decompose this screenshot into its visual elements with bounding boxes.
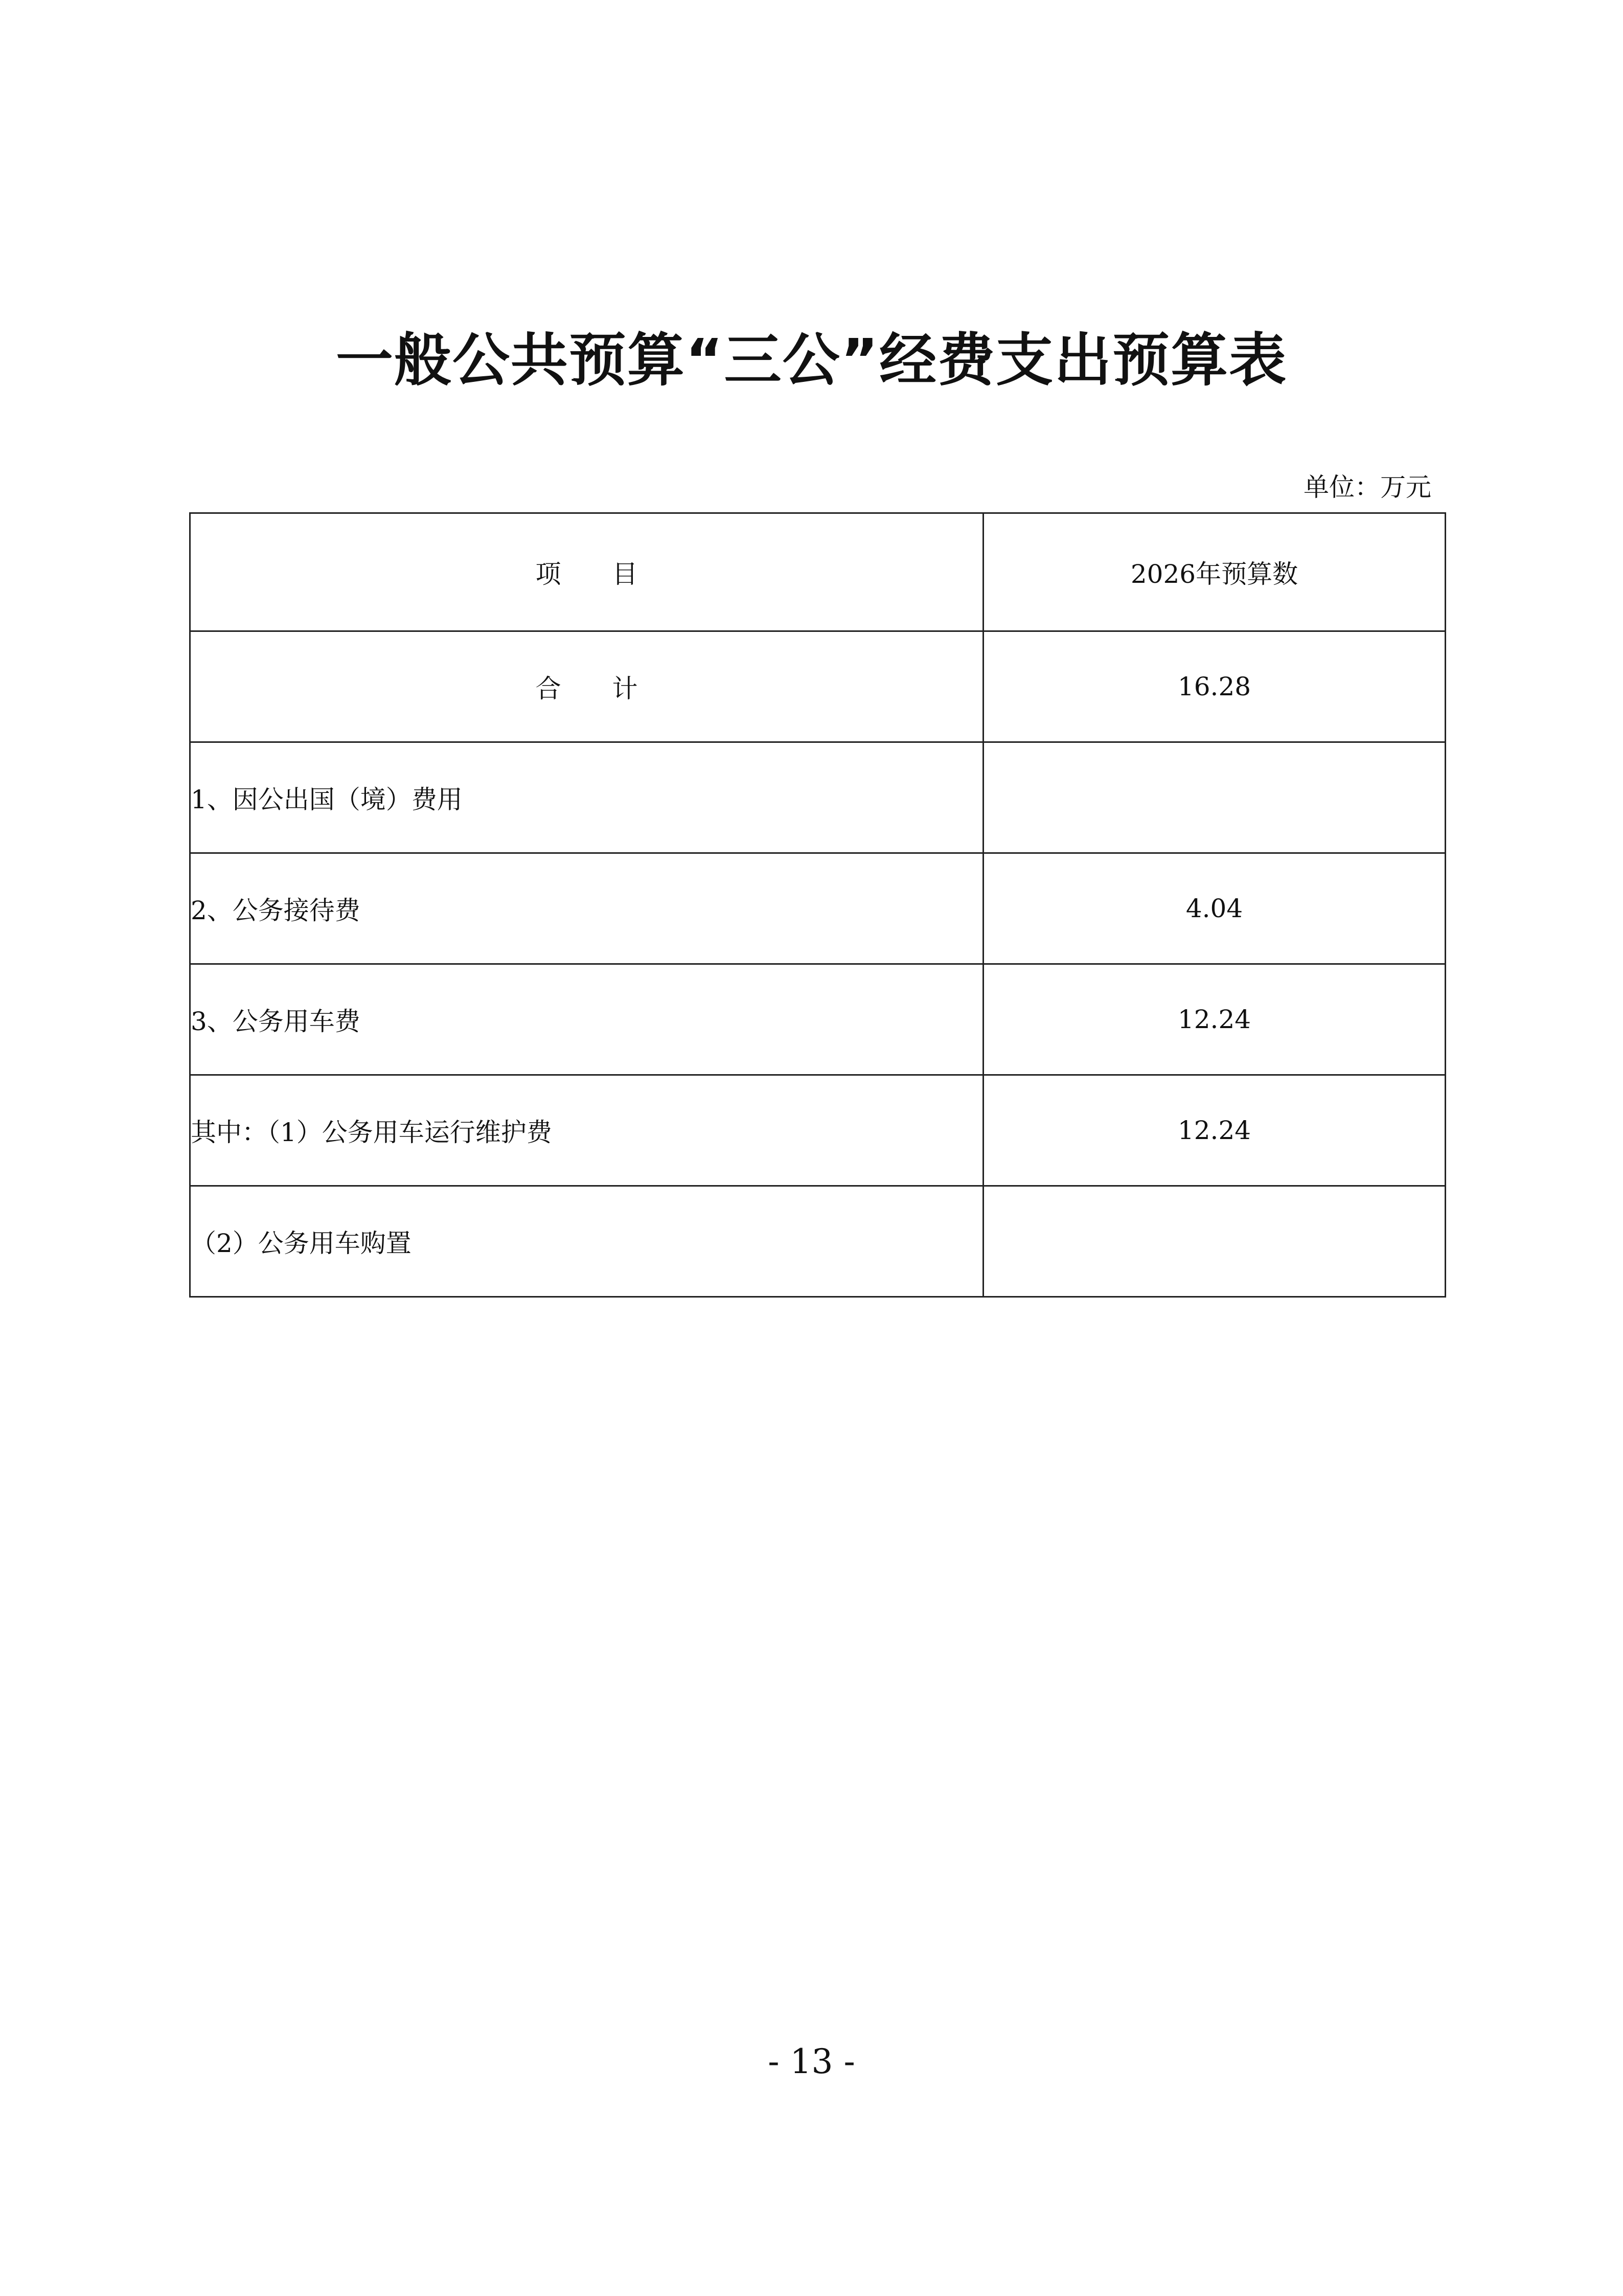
header-item: 项目 xyxy=(190,513,984,631)
row-value: 16.28 xyxy=(984,631,1446,742)
table-row-total xyxy=(190,631,1446,742)
row-value: 12.24 xyxy=(984,964,1446,1075)
row-item: 2、公务接待费 xyxy=(190,853,984,964)
table-header-row xyxy=(190,513,1446,631)
page-title: 一般公共预算“三公”经费支出预算表 xyxy=(335,327,1288,394)
row-value: 4.04 xyxy=(984,853,1446,964)
row-value xyxy=(984,1186,1446,1297)
row-value xyxy=(984,742,1446,853)
row-value: 12.24 xyxy=(984,1075,1446,1186)
table-row xyxy=(190,853,1446,964)
header-budget: 2026年预算数 xyxy=(984,513,1446,631)
table-row xyxy=(190,964,1446,1075)
budget-table xyxy=(189,512,1446,1298)
table-row xyxy=(190,742,1446,853)
row-item: 合计 xyxy=(190,631,984,742)
table-row xyxy=(190,1186,1446,1297)
row-item: 其中：（1）公务用车运行维护费 xyxy=(190,1075,984,1186)
unit-label: 单位：万元 xyxy=(1304,472,1431,502)
page-number: - 13 - xyxy=(768,2042,855,2081)
table-row xyxy=(190,1075,1446,1186)
row-item: 1、因公出国（境）费用 xyxy=(190,742,984,853)
row-item: （2）公务用车购置 xyxy=(190,1186,984,1297)
row-item: 3、公务用车费 xyxy=(190,964,984,1075)
